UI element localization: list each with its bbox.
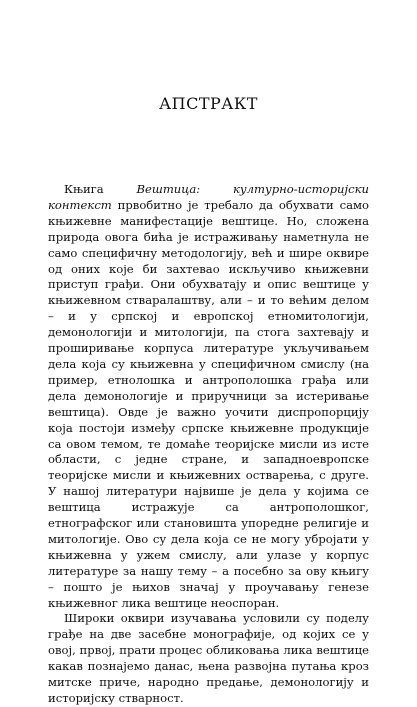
abstract-body — [48, 182, 369, 707]
paragraph-text: Широки оквири изучавања условили су поделу грађе на две засебне монографије, од којих се у овој, првој, прати процес обликовања лика вештице какав познајемо данас, њена развојна путања кроз митске приче, народно предање, демонологију и историјску стварност. — [48, 611, 369, 705]
book-title: Вештица: културно-историјски контекст — [48, 182, 369, 212]
paragraph-text: првобитно је требало да обухвати само књижевне манифестације вештице. Но, сложена природа овога бића је истраживању наметнула не само специфичну методологију, већ и шире оквире од оних које би захтевао искључиво књижевни приступ грађи. Они обухватају и опис вештице у књижевном стваралаштву, али – и то већим делом – и у српској и европској етномитологији, демонологији и митологији, па стога захтевају и проширивање корпуса литературе укључивањем дела која су књижевна у специфичном смислу (на пример, етнолошка и антрополошка грађа или дела демонологије и приручници за истеривање вештица). Овде је важно уочити диспропорцију која постоји између српске књижевне продукције са овом темом, те домаће теоријске мисли из исте области, с једне стране, и западноевропске теоријске мисли и књижевних остварења, с друге. У нашој литератури највише је дела у којима се вештица истражује са антрополошког, етнографског или становишта упоредне религије и митологије. Ово су дела која се не могу убројати у књижевна у ужем смислу, али улазе у корпус литературе за нашу тему – а посебно за ову књигу – пошто је њихов значај у проучавању генезе књижевног лика вештице неоспоран. — [48, 197, 369, 610]
abstract-paragraph-2 — [48, 611, 369, 706]
page-title: АПСТРАКТ — [159, 94, 258, 113]
abstract-paragraph-1 — [48, 182, 369, 611]
paragraph-lead: Књига — [64, 182, 137, 196]
